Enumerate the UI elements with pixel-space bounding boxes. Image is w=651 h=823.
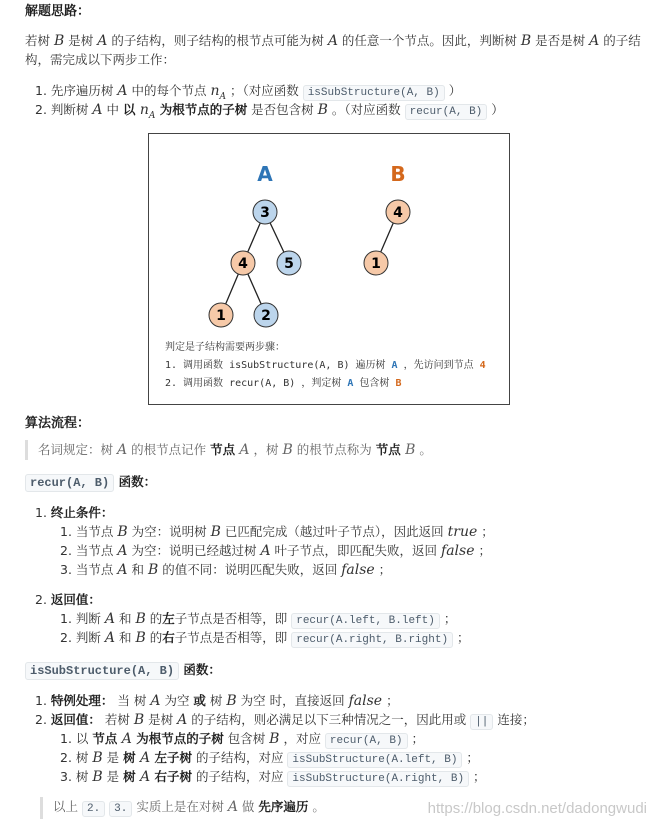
text: 为空 [160, 693, 194, 708]
text: 的任意一个节点。因此，判断树 [337, 33, 521, 48]
intro-paragraph [25, 31, 641, 51]
text: 子节点是否相等，即 [174, 630, 292, 645]
text: ） [444, 83, 462, 98]
tree-node-label: 3 [260, 205, 270, 221]
math-text: B [317, 102, 328, 118]
bold-text: 树 [123, 750, 140, 765]
recur-item-2-2 [60, 628, 470, 650]
math-text: B [226, 693, 237, 709]
math-text: A [116, 442, 128, 458]
bold-text: 节点 [92, 731, 122, 746]
math-text: B [133, 712, 145, 728]
bold-text: 右子树 [150, 769, 192, 784]
bold-text: 为根节点的子树 [155, 102, 248, 117]
text: 以上 [53, 799, 82, 814]
math-text: A [239, 442, 250, 458]
is-item-2-3 [60, 767, 486, 789]
text: 是 [102, 750, 124, 765]
text: ） [487, 102, 504, 117]
text: ，对应 [279, 731, 325, 746]
bold-text: 左 [162, 611, 175, 626]
math-text: A [97, 33, 108, 49]
text: 1. 当节点 [60, 524, 118, 539]
math-text: B [135, 611, 146, 627]
math-text: B [117, 524, 128, 540]
text: 构，需完成以下两步工作： [25, 52, 176, 67]
tree-node-label: 2 [261, 308, 271, 324]
section-title-approach: 解题思路： [25, 4, 91, 19]
text: 是 [102, 769, 124, 784]
text: 是否是树 [531, 33, 590, 48]
intro-paragraph-cont [25, 50, 175, 69]
math-text: B [135, 630, 146, 646]
text: 的子结构，对应 [191, 769, 288, 784]
inline-code: 2. [82, 801, 105, 817]
math-text: A [104, 630, 115, 646]
text: 2. [35, 592, 51, 607]
text: 1. 调用函数 isSubStructure(A, B) 遍历树 [165, 360, 392, 371]
text: 2. [35, 712, 51, 727]
text: ，树 [249, 442, 283, 457]
bold-text: 返回值： [50, 592, 101, 607]
text: 若树 [25, 33, 54, 48]
text: 。 [308, 799, 325, 814]
math-text: A [139, 750, 151, 766]
bold-text: 节点 [375, 442, 406, 457]
text: 是否包含树 [247, 102, 318, 117]
math-text: B [53, 33, 65, 49]
text: 子节点是否相等，即 [174, 611, 292, 626]
math-text: $n_A$ [139, 102, 156, 121]
text: 的根节点记作 [127, 442, 211, 457]
recur-item-1-1 [60, 522, 494, 542]
text: 的子结构，对应 [191, 750, 288, 765]
text: 的 [145, 630, 163, 645]
bold-text: 或 [193, 693, 206, 708]
text: 和 [127, 562, 148, 577]
math-text: A [117, 562, 128, 578]
text: ； [382, 693, 399, 708]
text: 的子结构，则必满足以下三种情况之一，因此用或 [187, 712, 471, 727]
math-text: A [117, 543, 128, 559]
text: 2. 树 [60, 750, 93, 765]
recur-heading [25, 472, 156, 493]
text: 是树 [64, 33, 98, 48]
bold-text: 树 [123, 769, 140, 784]
text: 1. 判断 [60, 611, 105, 626]
text: 1. [35, 693, 51, 708]
text: 和 [115, 630, 136, 645]
section-title-algorithm: 算法流程： [25, 416, 91, 431]
text: 的子结 [599, 33, 641, 48]
inline-code: recur(A, B) [25, 474, 114, 492]
inline-code: isSubStructure(A, B) [303, 85, 445, 101]
issubstructure-heading [25, 660, 221, 681]
text: ； [469, 769, 486, 784]
bold-text: 函数： [114, 474, 157, 489]
text: 叶子节点，即匹配失败，返回 [270, 543, 442, 558]
text: 2. 判断树 [35, 102, 93, 117]
text: 。（对应函数 [327, 102, 405, 117]
figure-line-1 [165, 356, 486, 375]
inline-code: recur(A.right, B.right) [291, 632, 453, 648]
recur-item-1-2 [60, 541, 491, 561]
text: 。 [415, 442, 432, 457]
inline-code: || [470, 714, 493, 730]
math-text: B [269, 731, 280, 747]
recur-item-1 [35, 503, 113, 522]
text: 和 [115, 611, 136, 626]
math-text: A [92, 102, 103, 118]
tree-node-label: 5 [284, 256, 294, 272]
math-text: false [441, 543, 475, 559]
bold-text: 返回值： [50, 712, 101, 727]
text: 为空：说明树 [127, 524, 211, 539]
tree-a-ref: A [391, 360, 398, 371]
text: ； [474, 543, 491, 558]
inline-code: isSubStructure(A.right, B) [287, 771, 469, 787]
inline-code: recur(A, B) [405, 104, 488, 120]
text: ； [477, 524, 494, 539]
math-text: B [405, 442, 416, 458]
text: 是树 [144, 712, 178, 727]
tree-node-label: 1 [216, 308, 226, 324]
bold-text: 节点 [210, 442, 240, 457]
text: 包含树 [353, 378, 396, 389]
text: 为空 时，直接返回 [236, 693, 349, 708]
math-text: A [104, 611, 115, 627]
math-text: A [227, 799, 238, 815]
tree-a-label: A [257, 162, 273, 186]
math-text: B [282, 442, 293, 458]
text: 的 [145, 611, 163, 626]
text: 2. 调用函数 recur(A, B) ，判定树 [165, 378, 348, 389]
inline-code: isSubStructure(A.left, B) [287, 752, 462, 768]
tree-b-ref: B [395, 378, 402, 389]
tree-b-ref: 4 [479, 360, 486, 371]
text: ，先访问到节点 [397, 360, 480, 371]
bold-text: 以 [122, 102, 140, 117]
inline-code: recur(A.left, B.left) [291, 613, 440, 629]
math-text: false [348, 693, 383, 709]
bold-text: 先序遍历 [258, 799, 309, 814]
math-text: A [177, 712, 188, 728]
tree-node-label: 4 [393, 205, 403, 221]
tree-b-label: B [390, 162, 406, 186]
math-text: A [121, 731, 132, 747]
text: 1. [35, 505, 51, 520]
bold-text: 右 [162, 630, 175, 645]
text: 已匹配完成（越过叶子节点），因此返回 [220, 524, 448, 539]
math-text: B [520, 33, 532, 49]
figure-caption: 判定是子结构需要两步骤： [165, 342, 285, 353]
text: 2. 判断 [60, 630, 105, 645]
text: ； [453, 630, 470, 645]
math-text: B [92, 750, 103, 766]
math-text: A [139, 769, 151, 785]
text: 做 [237, 799, 259, 814]
math-text: A [150, 693, 161, 709]
watermark: https://blog.csdn.net/dadongwudi [427, 800, 647, 817]
tree-node-label: 4 [238, 256, 248, 272]
math-text: B [147, 562, 159, 578]
text: 的值不同：说明匹配失败，返回 [158, 562, 342, 577]
text: 为空：说明已经越过树 [127, 543, 261, 558]
bold-text: 为根节点的子树 [131, 731, 224, 746]
text: 连接； [493, 712, 535, 727]
text: 实质上是在对树 [132, 799, 228, 814]
text: ； [407, 731, 425, 746]
bold-text: 终止条件： [50, 505, 114, 520]
text: 1. 以 [60, 731, 93, 746]
math-text: B [210, 524, 221, 540]
text: 1. 先序遍历树 [35, 83, 118, 98]
tree-a-ref: A [347, 378, 354, 389]
text: 的根节点称为 [292, 442, 376, 457]
bold-text: 左子树 [150, 750, 192, 765]
figure-line-2 [165, 374, 401, 393]
text: 3. 树 [60, 769, 93, 784]
math-text: A [589, 33, 600, 49]
text: 树 [205, 693, 227, 708]
text: 包含树 [223, 731, 270, 746]
diagram-figure [148, 133, 510, 405]
math-text: A [117, 83, 128, 99]
recur-item-2 [35, 590, 101, 609]
math-text: B [92, 769, 103, 785]
text: 当 树 [113, 693, 151, 708]
text: 中 [102, 102, 123, 117]
tree-node-label: 1 [371, 256, 381, 272]
is-item-1 [35, 691, 399, 711]
text: 3. 当节点 [60, 562, 118, 577]
text: ； [374, 562, 392, 577]
text: ；（对应函数 [225, 83, 303, 98]
text: 中的每个节点 [127, 83, 211, 98]
step-item-2 [35, 100, 504, 126]
math-text: A [327, 33, 338, 49]
text: 若树 [100, 712, 134, 727]
math-text: false [341, 562, 375, 578]
text: ； [462, 750, 479, 765]
bold-text: 函数： [179, 662, 221, 677]
recur-item-1-3 [60, 560, 391, 580]
bold-text: 特例处理： [50, 693, 114, 708]
inline-code: isSubStructure(A, B) [25, 662, 179, 680]
math-text: A [260, 543, 271, 559]
text: ； [439, 611, 457, 626]
note-quote [40, 797, 325, 819]
text: 名词规定：树 [38, 442, 117, 457]
inline-code: recur(A, B) [325, 733, 408, 749]
text: 2. 当节点 [60, 543, 118, 558]
math-text: true [447, 524, 478, 540]
inline-code: 3. [109, 801, 132, 817]
math-text: $n_A$ [210, 83, 226, 102]
text: 的子结构，则子结构的根节点可能为树 [107, 33, 328, 48]
definition-quote [25, 440, 432, 460]
